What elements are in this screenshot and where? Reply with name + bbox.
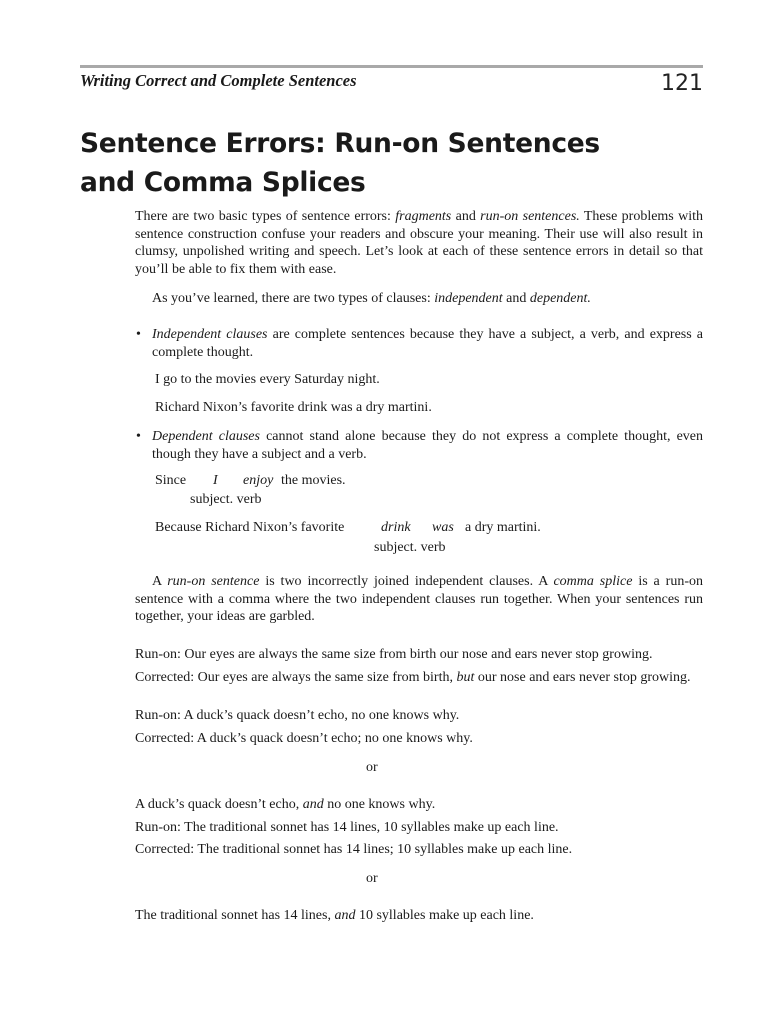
example-2-alternative: A duck’s quack doesn’t echo, and no one knows why. <box>135 797 436 812</box>
runon-text-b: is two incorrectly joined independent clauses. A <box>259 574 554 589</box>
dep-example-1-verb-word: enjoy <box>243 473 274 488</box>
bullet-icon: • <box>136 327 141 342</box>
term-run-on-sentence: run-on sentence <box>167 574 260 589</box>
example-3-runon: Run-on: The traditional sonnet has 14 lines, 10 syllables make up each line. <box>135 820 559 835</box>
example-3-corrected: Corrected: The traditional sonnet has 14 lines; 10 syllables make up each line. <box>135 842 573 857</box>
intro-paragraph <box>135 208 703 278</box>
dep-example-1-subject-word: I <box>213 473 218 488</box>
dep-example-1-since: Since <box>155 473 187 488</box>
term-run-on-sentences: run-on sentences. <box>480 209 580 224</box>
intro-text-b: and <box>451 209 481 224</box>
clauses-text-a: As you’ve learned, there are two types of clauses: <box>152 291 435 306</box>
bullet-independent-text: are complete sentences because they have a subject, a verb, and express a complete thought. <box>152 327 703 360</box>
example-independent-1: I go to the movies every Saturday night. <box>155 372 380 387</box>
example-1-runon: Run-on: Our eyes are always the same size from birth our nose and ears never stop growing. <box>135 647 653 662</box>
term-fragments: fragments <box>395 209 452 224</box>
runon-text-a: A <box>152 574 168 589</box>
example-3-alternative: The traditional sonnet has 14 lines, and 10 syllables make up each line. <box>135 908 534 923</box>
dep-example-1-labels: subject. verb <box>190 492 262 507</box>
section-title <box>80 124 600 202</box>
dep-example-2-subject-word: drink <box>381 520 411 535</box>
section-title-line-2: and Comma Splices <box>80 167 366 198</box>
dep-example-2-verb-word: was <box>432 520 454 535</box>
bullet-icon: • <box>136 429 141 444</box>
example-independent-2: Richard Nixon’s favorite drink was a dry martini. <box>155 400 432 415</box>
dep-example-2-lead: Because Richard Nixon’s favorite <box>155 520 345 535</box>
term-independent-clauses: Independent clauses <box>152 327 268 342</box>
bullet-independent-clauses <box>152 326 703 361</box>
header-rule <box>80 65 703 68</box>
term-comma-splice: comma splice <box>553 574 633 589</box>
clauses-paragraph <box>152 291 591 307</box>
term-independent: independent <box>434 291 503 306</box>
section-title-line-1: Sentence Errors: Run-on Sentences <box>80 128 600 159</box>
intro-text-c: These problems with sentence construction confuse your readers and obscure your meaning. Their use will also result in clumsy, unpolished writing and speech. Let’s look at each of these sentence errors in detail so that you’ll be able to fix them with ease. <box>135 209 703 277</box>
example-2-corrected: Corrected: A duck’s quack doesn’t echo; no one knows why. <box>135 731 473 746</box>
intro-text-a: There are two basic types of sentence errors: <box>135 209 396 224</box>
runon-text-c: is a run-on sentence with a comma where the two independent clauses run together. When your sentences run together, your ideas are garbled. <box>135 574 703 625</box>
term-dependent-clauses: Dependent clauses <box>152 429 260 444</box>
or-separator-2: or <box>366 871 378 886</box>
dep-example-2-rest: a dry martini. <box>465 520 541 535</box>
clauses-text-b: and <box>502 291 530 306</box>
dep-example-2-labels: subject. verb <box>374 540 446 555</box>
term-dependent: dependent. <box>529 291 591 306</box>
page-number: 121 <box>661 71 703 96</box>
bullet-dependent-clauses <box>152 428 703 463</box>
runon-paragraph <box>135 573 703 626</box>
or-separator-1: or <box>366 760 378 775</box>
example-1-corrected: Corrected: Our eyes are always the same size from birth, but our nose and ears never stop growing. <box>135 670 691 685</box>
bullet-dependent-text: cannot stand alone because they do not express a complete thought, even though they have a subject and a verb. <box>152 429 703 462</box>
running-head: Writing Correct and Complete Sentences <box>80 71 357 90</box>
dep-example-1-rest: the movies. <box>281 473 346 488</box>
example-2-runon: Run-on: A duck’s quack doesn’t echo, no one knows why. <box>135 708 460 723</box>
